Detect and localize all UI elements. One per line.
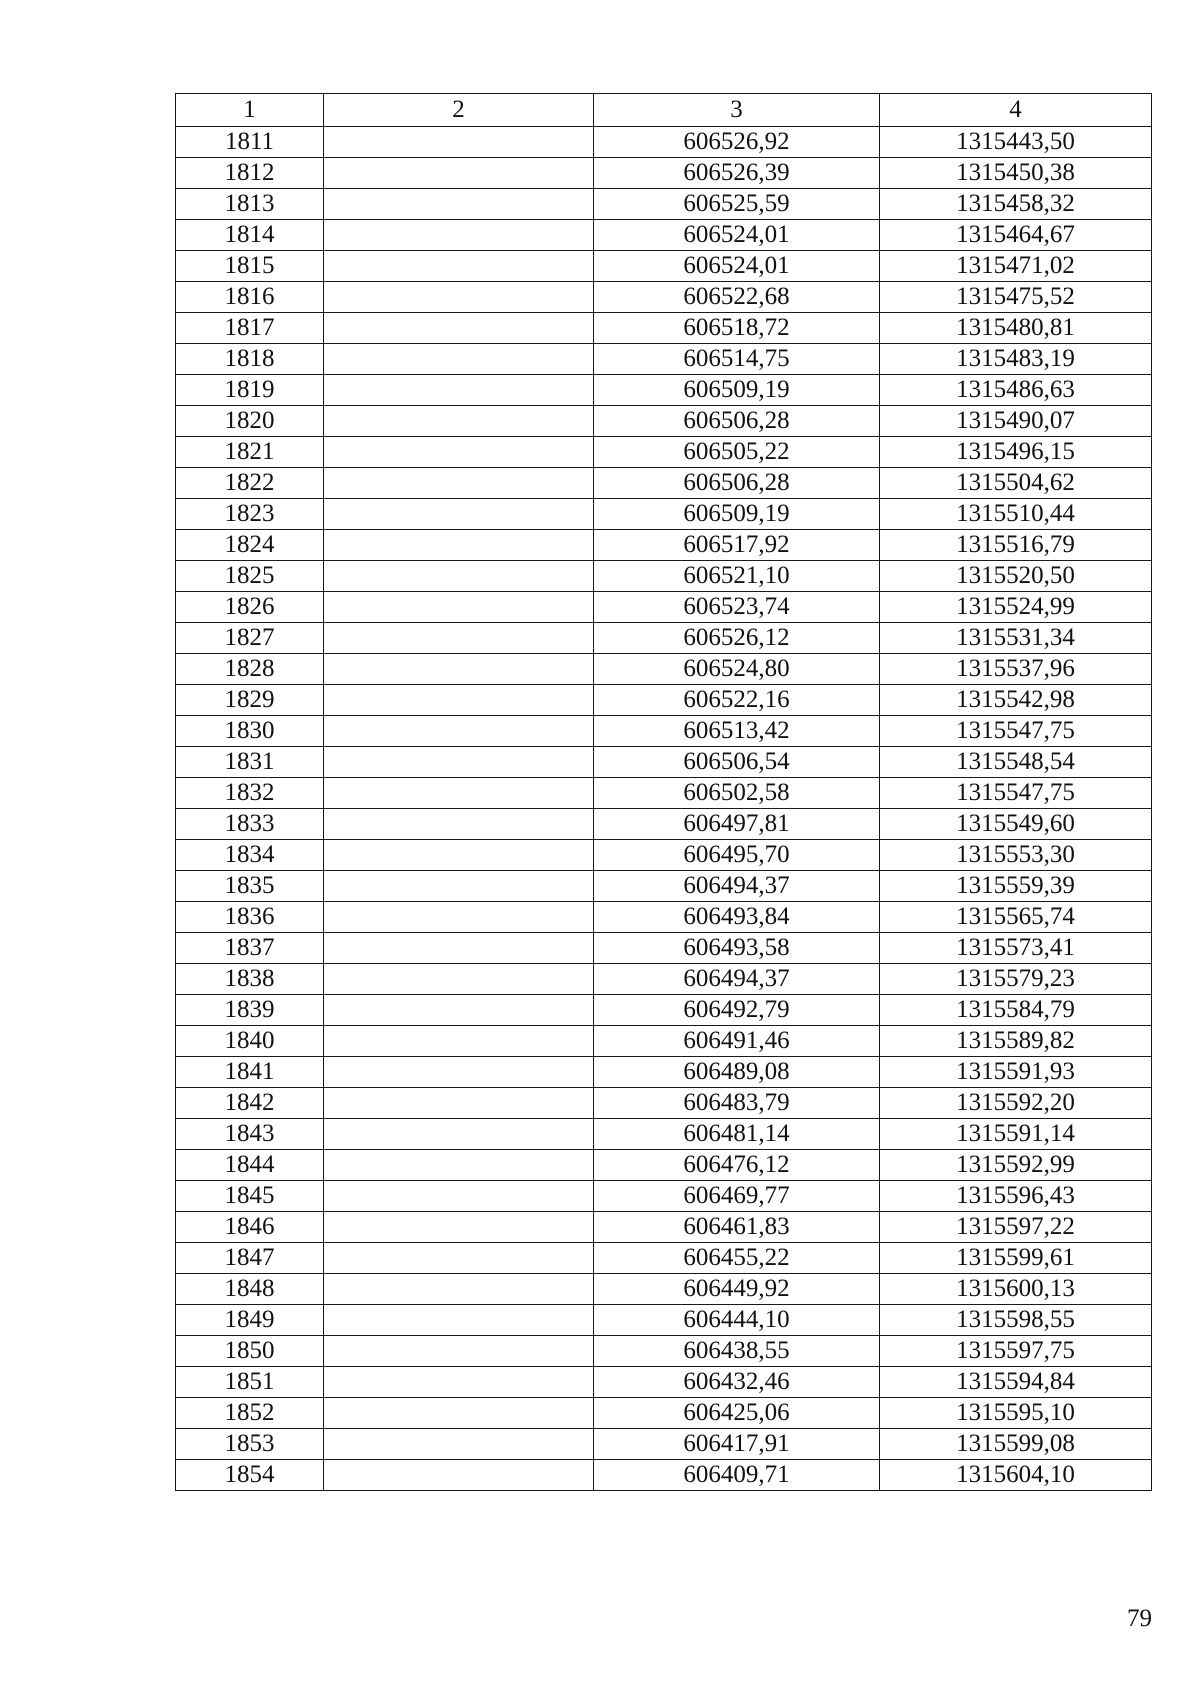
- x-coordinate-cell: 606525,59: [594, 189, 880, 220]
- point-number-cell: 1811: [176, 127, 324, 158]
- point-number-cell: 1820: [176, 406, 324, 437]
- point-number-cell: 1817: [176, 313, 324, 344]
- table-row: [176, 251, 1152, 282]
- point-number-cell: 1824: [176, 530, 324, 561]
- point-number-cell: 1850: [176, 1336, 324, 1367]
- description-cell: [324, 1336, 594, 1367]
- x-coordinate-cell: 606526,12: [594, 623, 880, 654]
- point-number-cell: 1822: [176, 468, 324, 499]
- table-row: [176, 1243, 1152, 1274]
- table-row: [176, 375, 1152, 406]
- table-row: [176, 189, 1152, 220]
- y-coordinate-cell: 1315589,82: [880, 1026, 1152, 1057]
- y-coordinate-cell: 1315591,14: [880, 1119, 1152, 1150]
- header-cell-col-2: 2: [324, 94, 594, 127]
- table-row: [176, 561, 1152, 592]
- point-number-cell: 1813: [176, 189, 324, 220]
- table-row: [176, 1398, 1152, 1429]
- y-coordinate-cell: 1315458,32: [880, 189, 1152, 220]
- description-cell: [324, 127, 594, 158]
- y-coordinate-cell: 1315475,52: [880, 282, 1152, 313]
- table-row: [176, 127, 1152, 158]
- description-cell: [324, 313, 594, 344]
- x-coordinate-cell: 606513,42: [594, 716, 880, 747]
- y-coordinate-cell: 1315594,84: [880, 1367, 1152, 1398]
- x-coordinate-cell: 606476,12: [594, 1150, 880, 1181]
- y-coordinate-cell: 1315584,79: [880, 995, 1152, 1026]
- x-coordinate-cell: 606509,19: [594, 375, 880, 406]
- table-row: [176, 964, 1152, 995]
- x-coordinate-cell: 606481,14: [594, 1119, 880, 1150]
- y-coordinate-cell: 1315604,10: [880, 1460, 1152, 1491]
- y-coordinate-cell: 1315598,55: [880, 1305, 1152, 1336]
- point-number-cell: 1818: [176, 344, 324, 375]
- description-cell: [324, 685, 594, 716]
- description-cell: [324, 1212, 594, 1243]
- x-coordinate-cell: 606444,10: [594, 1305, 880, 1336]
- point-number-cell: 1838: [176, 964, 324, 995]
- table-row: [176, 778, 1152, 809]
- description-cell: [324, 995, 594, 1026]
- point-number-cell: 1830: [176, 716, 324, 747]
- point-number-cell: 1847: [176, 1243, 324, 1274]
- description-cell: [324, 654, 594, 685]
- y-coordinate-cell: 1315565,74: [880, 902, 1152, 933]
- table-row: [176, 592, 1152, 623]
- description-cell: [324, 561, 594, 592]
- x-coordinate-cell: 606409,71: [594, 1460, 880, 1491]
- description-cell: [324, 530, 594, 561]
- point-number-cell: 1840: [176, 1026, 324, 1057]
- x-coordinate-cell: 606491,46: [594, 1026, 880, 1057]
- point-number-cell: 1826: [176, 592, 324, 623]
- x-coordinate-cell: 606524,01: [594, 251, 880, 282]
- x-coordinate-cell: 606523,74: [594, 592, 880, 623]
- x-coordinate-cell: 606522,16: [594, 685, 880, 716]
- x-coordinate-cell: 606494,37: [594, 871, 880, 902]
- y-coordinate-cell: 1315592,99: [880, 1150, 1152, 1181]
- table-row: [176, 1305, 1152, 1336]
- description-cell: [324, 375, 594, 406]
- point-number-cell: 1835: [176, 871, 324, 902]
- point-number-cell: 1816: [176, 282, 324, 313]
- table-row: [176, 1274, 1152, 1305]
- point-number-cell: 1846: [176, 1212, 324, 1243]
- description-cell: [324, 499, 594, 530]
- y-coordinate-cell: 1315599,61: [880, 1243, 1152, 1274]
- point-number-cell: 1833: [176, 809, 324, 840]
- description-cell: [324, 1119, 594, 1150]
- x-coordinate-cell: 606469,77: [594, 1181, 880, 1212]
- point-number-cell: 1815: [176, 251, 324, 282]
- table-header: [176, 94, 1152, 127]
- description-cell: [324, 220, 594, 251]
- y-coordinate-cell: 1315553,30: [880, 840, 1152, 871]
- y-coordinate-cell: 1315597,22: [880, 1212, 1152, 1243]
- x-coordinate-cell: 606522,68: [594, 282, 880, 313]
- y-coordinate-cell: 1315597,75: [880, 1336, 1152, 1367]
- x-coordinate-cell: 606509,19: [594, 499, 880, 530]
- y-coordinate-cell: 1315559,39: [880, 871, 1152, 902]
- point-number-cell: 1843: [176, 1119, 324, 1150]
- point-number-cell: 1836: [176, 902, 324, 933]
- x-coordinate-cell: 606438,55: [594, 1336, 880, 1367]
- x-coordinate-cell: 606505,22: [594, 437, 880, 468]
- y-coordinate-cell: 1315549,60: [880, 809, 1152, 840]
- point-number-cell: 1827: [176, 623, 324, 654]
- y-coordinate-cell: 1315548,54: [880, 747, 1152, 778]
- y-coordinate-cell: 1315547,75: [880, 716, 1152, 747]
- table-row: [176, 313, 1152, 344]
- x-coordinate-cell: 606493,84: [594, 902, 880, 933]
- x-coordinate-cell: 606449,92: [594, 1274, 880, 1305]
- description-cell: [324, 406, 594, 437]
- x-coordinate-cell: 606526,92: [594, 127, 880, 158]
- x-coordinate-cell: 606417,91: [594, 1429, 880, 1460]
- point-number-cell: 1825: [176, 561, 324, 592]
- point-number-cell: 1844: [176, 1150, 324, 1181]
- description-cell: [324, 964, 594, 995]
- table-row: [176, 468, 1152, 499]
- x-coordinate-cell: 606506,28: [594, 468, 880, 499]
- x-coordinate-cell: 606489,08: [594, 1057, 880, 1088]
- table-row: [176, 220, 1152, 251]
- description-cell: [324, 437, 594, 468]
- y-coordinate-cell: 1315547,75: [880, 778, 1152, 809]
- table-row: [176, 995, 1152, 1026]
- table-row: [176, 623, 1152, 654]
- coordinates-table: [175, 93, 1152, 1491]
- description-cell: [324, 871, 594, 902]
- y-coordinate-cell: 1315573,41: [880, 933, 1152, 964]
- x-coordinate-cell: 606483,79: [594, 1088, 880, 1119]
- description-cell: [324, 933, 594, 964]
- y-coordinate-cell: 1315516,79: [880, 530, 1152, 561]
- point-number-cell: 1814: [176, 220, 324, 251]
- description-cell: [324, 1181, 594, 1212]
- y-coordinate-cell: 1315496,15: [880, 437, 1152, 468]
- table-row: [176, 1088, 1152, 1119]
- description-cell: [324, 778, 594, 809]
- y-coordinate-cell: 1315531,34: [880, 623, 1152, 654]
- header-row: [176, 94, 1152, 127]
- x-coordinate-cell: 606492,79: [594, 995, 880, 1026]
- table-row: [176, 437, 1152, 468]
- y-coordinate-cell: 1315483,19: [880, 344, 1152, 375]
- point-number-cell: 1821: [176, 437, 324, 468]
- description-cell: [324, 282, 594, 313]
- point-number-cell: 1823: [176, 499, 324, 530]
- description-cell: [324, 1429, 594, 1460]
- y-coordinate-cell: 1315520,50: [880, 561, 1152, 592]
- y-coordinate-cell: 1315490,07: [880, 406, 1152, 437]
- table-row: [176, 809, 1152, 840]
- description-cell: [324, 1026, 594, 1057]
- y-coordinate-cell: 1315464,67: [880, 220, 1152, 251]
- y-coordinate-cell: 1315595,10: [880, 1398, 1152, 1429]
- header-cell-col-3: 3: [594, 94, 880, 127]
- table-row: [176, 1367, 1152, 1398]
- x-coordinate-cell: 606506,28: [594, 406, 880, 437]
- point-number-cell: 1851: [176, 1367, 324, 1398]
- y-coordinate-cell: 1315510,44: [880, 499, 1152, 530]
- table-row: [176, 871, 1152, 902]
- point-number-cell: 1837: [176, 933, 324, 964]
- point-number-cell: 1832: [176, 778, 324, 809]
- point-number-cell: 1834: [176, 840, 324, 871]
- table-row: [176, 1212, 1152, 1243]
- point-number-cell: 1854: [176, 1460, 324, 1491]
- description-cell: [324, 1274, 594, 1305]
- point-number-cell: 1842: [176, 1088, 324, 1119]
- description-cell: [324, 623, 594, 654]
- table-row: [176, 902, 1152, 933]
- description-cell: [324, 1305, 594, 1336]
- point-number-cell: 1831: [176, 747, 324, 778]
- x-coordinate-cell: 606502,58: [594, 778, 880, 809]
- x-coordinate-cell: 606524,01: [594, 220, 880, 251]
- table-row: [176, 282, 1152, 313]
- description-cell: [324, 1367, 594, 1398]
- description-cell: [324, 1460, 594, 1491]
- description-cell: [324, 189, 594, 220]
- y-coordinate-cell: 1315443,50: [880, 127, 1152, 158]
- point-number-cell: 1848: [176, 1274, 324, 1305]
- y-coordinate-cell: 1315599,08: [880, 1429, 1152, 1460]
- point-number-cell: 1829: [176, 685, 324, 716]
- table-row: [176, 1119, 1152, 1150]
- header-cell-col-4: 4: [880, 94, 1152, 127]
- y-coordinate-cell: 1315537,96: [880, 654, 1152, 685]
- x-coordinate-cell: 606495,70: [594, 840, 880, 871]
- description-cell: [324, 1088, 594, 1119]
- x-coordinate-cell: 606432,46: [594, 1367, 880, 1398]
- table-row: [176, 840, 1152, 871]
- y-coordinate-cell: 1315542,98: [880, 685, 1152, 716]
- point-number-cell: 1849: [176, 1305, 324, 1336]
- y-coordinate-cell: 1315504,62: [880, 468, 1152, 499]
- description-cell: [324, 1243, 594, 1274]
- table-row: [176, 1336, 1152, 1367]
- y-coordinate-cell: 1315480,81: [880, 313, 1152, 344]
- x-coordinate-cell: 606518,72: [594, 313, 880, 344]
- x-coordinate-cell: 606461,83: [594, 1212, 880, 1243]
- point-number-cell: 1819: [176, 375, 324, 406]
- x-coordinate-cell: 606455,22: [594, 1243, 880, 1274]
- description-cell: [324, 1150, 594, 1181]
- description-cell: [324, 251, 594, 282]
- point-number-cell: 1828: [176, 654, 324, 685]
- x-coordinate-cell: 606521,10: [594, 561, 880, 592]
- table-row: [176, 1057, 1152, 1088]
- y-coordinate-cell: 1315450,38: [880, 158, 1152, 189]
- point-number-cell: 1845: [176, 1181, 324, 1212]
- table-row: [176, 933, 1152, 964]
- description-cell: [324, 468, 594, 499]
- description-cell: [324, 716, 594, 747]
- table-body: [176, 127, 1152, 1491]
- header-cell-col-1: 1: [176, 94, 324, 127]
- table-row: [176, 1429, 1152, 1460]
- x-coordinate-cell: 606506,54: [594, 747, 880, 778]
- page-number: 79: [1127, 1605, 1152, 1632]
- x-coordinate-cell: 606494,37: [594, 964, 880, 995]
- point-number-cell: 1812: [176, 158, 324, 189]
- x-coordinate-cell: 606497,81: [594, 809, 880, 840]
- description-cell: [324, 344, 594, 375]
- description-cell: [324, 1057, 594, 1088]
- y-coordinate-cell: 1315596,43: [880, 1181, 1152, 1212]
- table-row: [176, 716, 1152, 747]
- point-number-cell: 1841: [176, 1057, 324, 1088]
- description-cell: [324, 158, 594, 189]
- y-coordinate-cell: 1315579,23: [880, 964, 1152, 995]
- description-cell: [324, 902, 594, 933]
- description-cell: [324, 1398, 594, 1429]
- table-row: [176, 1026, 1152, 1057]
- point-number-cell: 1853: [176, 1429, 324, 1460]
- x-coordinate-cell: 606514,75: [594, 344, 880, 375]
- table-row: [176, 158, 1152, 189]
- x-coordinate-cell: 606493,58: [594, 933, 880, 964]
- table-row: [176, 406, 1152, 437]
- x-coordinate-cell: 606526,39: [594, 158, 880, 189]
- table-row: [176, 685, 1152, 716]
- table-row: [176, 1460, 1152, 1491]
- y-coordinate-cell: 1315591,93: [880, 1057, 1152, 1088]
- x-coordinate-cell: 606517,92: [594, 530, 880, 561]
- description-cell: [324, 809, 594, 840]
- y-coordinate-cell: 1315486,63: [880, 375, 1152, 406]
- description-cell: [324, 840, 594, 871]
- y-coordinate-cell: 1315524,99: [880, 592, 1152, 623]
- description-cell: [324, 747, 594, 778]
- y-coordinate-cell: 1315592,20: [880, 1088, 1152, 1119]
- table-row: [176, 1150, 1152, 1181]
- table-row: [176, 499, 1152, 530]
- x-coordinate-cell: 606524,80: [594, 654, 880, 685]
- y-coordinate-cell: 1315471,02: [880, 251, 1152, 282]
- table-row: [176, 654, 1152, 685]
- table-row: [176, 344, 1152, 375]
- x-coordinate-cell: 606425,06: [594, 1398, 880, 1429]
- description-cell: [324, 592, 594, 623]
- table-row: [176, 1181, 1152, 1212]
- table-row: [176, 747, 1152, 778]
- table-row: [176, 530, 1152, 561]
- point-number-cell: 1852: [176, 1398, 324, 1429]
- point-number-cell: 1839: [176, 995, 324, 1026]
- y-coordinate-cell: 1315600,13: [880, 1274, 1152, 1305]
